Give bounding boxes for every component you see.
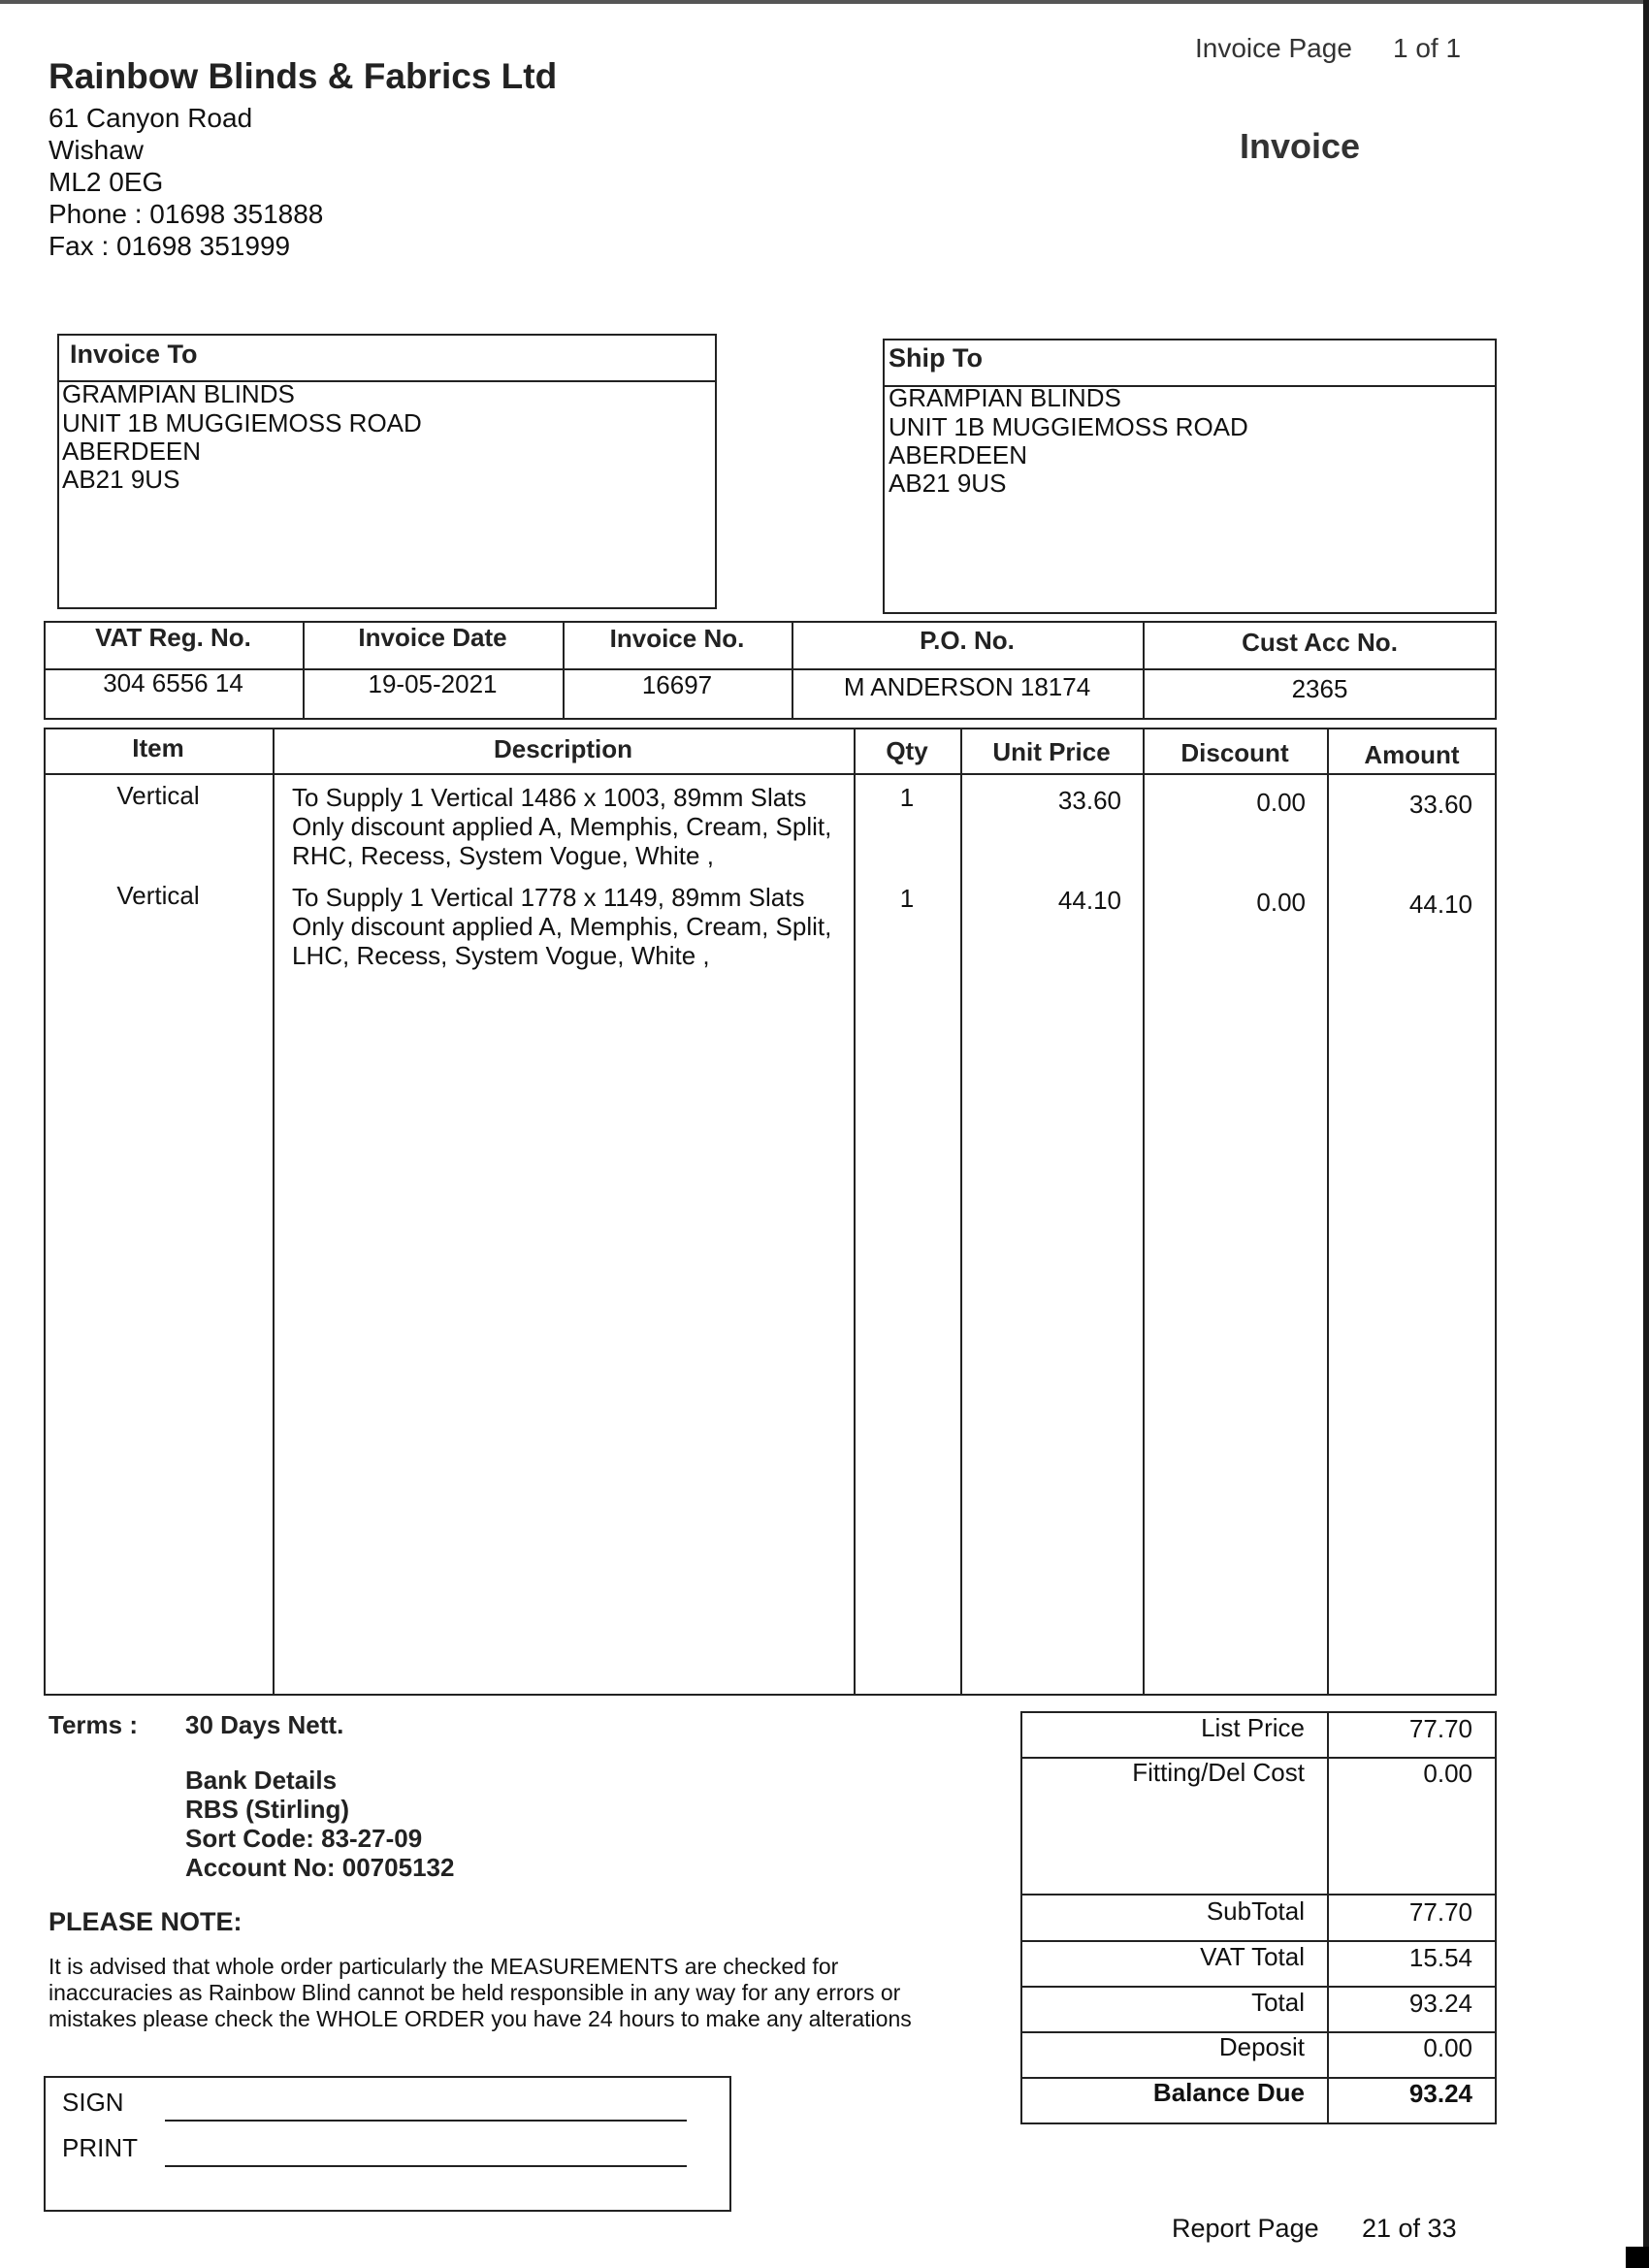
items-header-amount: Amount: [1364, 740, 1460, 769]
list-price-value: 77.70: [1408, 1714, 1472, 1743]
table-row-2-item: Vertical: [116, 881, 200, 910]
description-line: To Supply 1 Vertical 1486 x 1003, 89mm Slats: [292, 783, 807, 812]
items-header-unit-price: Unit Price: [992, 737, 1111, 766]
meta-value-vat: 304 6556 14: [103, 668, 243, 697]
terms-label: Terms :: [48, 1710, 138, 1739]
table-row-1-amount: 33.60: [1408, 790, 1472, 819]
company-name: Rainbow Blinds & Fabrics Ltd: [48, 56, 558, 96]
table-row-1-unit-price: 33.60: [1057, 786, 1121, 815]
meta-header-po: P.O. No.: [920, 626, 1015, 655]
invoice-to-line-4: AB21 9US: [62, 465, 180, 494]
ship-to-line-1: GRAMPIAN BLINDS: [889, 383, 1121, 412]
invoice-to-heading: Invoice To: [70, 340, 198, 369]
signature-box: [44, 2076, 731, 2212]
sign-label: SIGN: [62, 2088, 124, 2117]
company-address-line-1: 61 Canyon Road: [48, 103, 253, 133]
description-line: Only discount applied A, Memphis, Cream, Split,: [292, 912, 832, 941]
items-col-sep: [1143, 728, 1145, 1696]
please-note-heading: PLEASE NOTE:: [48, 1907, 242, 1936]
meta-header-date: Invoice Date: [358, 623, 507, 652]
items-col-sep: [960, 728, 962, 1696]
items-header-description: Description: [493, 734, 633, 763]
sort-code: Sort Code: 83-27-09: [185, 1824, 423, 1853]
total-value: 93.24: [1408, 1989, 1472, 2018]
fitting-cost-value: 0.00: [1423, 1759, 1472, 1788]
meta-header-vat: VAT Reg. No.: [95, 623, 251, 652]
invoice-to-line-3: ABERDEEN: [62, 437, 202, 466]
ship-to-line-3: ABERDEEN: [889, 440, 1028, 470]
table-row-2-discount: 0.00: [1256, 888, 1306, 917]
table-row-1-item: Vertical: [116, 781, 200, 810]
please-note-text: [48, 1954, 980, 2032]
subtotal-value: 77.70: [1408, 1897, 1472, 1927]
company-fax: Fax : 01698 351999: [48, 231, 291, 261]
meta-value-date: 19-05-2021: [368, 669, 498, 698]
company-phone: Phone : 01698 351888: [48, 199, 324, 229]
total-label: Total: [1251, 1988, 1305, 2017]
table-row-1-description: [292, 783, 864, 870]
description-line: LHC, Recess, System Vogue, White ,: [292, 941, 710, 970]
table-row-2-description: [292, 883, 864, 970]
meta-value-invoice-no: 16697: [641, 670, 713, 699]
ship-to-line-2: UNIT 1B MUGGIEMOSS ROAD: [889, 412, 1248, 441]
invoice-page-label: Invoice Page: [1195, 33, 1352, 63]
ship-to-line-4: AB21 9US: [889, 469, 1007, 498]
balance-due-label: Balance Due: [1152, 2078, 1305, 2107]
items-col-sep: [273, 728, 275, 1696]
items-header-divider: [44, 773, 1497, 775]
vat-total-value: 15.54: [1408, 1943, 1472, 1972]
invoice-to-line-2: UNIT 1B MUGGIEMOSS ROAD: [62, 408, 422, 437]
bank-details-heading: Bank Details: [185, 1766, 338, 1795]
note-line: inaccuracies as Rainbow Blind cannot be held responsible in any way for any errors or: [48, 1980, 901, 2005]
description-line: To Supply 1 Vertical 1778 x 1149, 89mm Slats: [292, 883, 805, 912]
note-line: mistakes please check the WHOLE ORDER you have 24 hours to make any alterations: [48, 2006, 912, 2031]
print-line[interactable]: [165, 2165, 687, 2167]
company-address-line-3: ML2 0EG: [48, 167, 164, 197]
description-line: Only discount applied A, Memphis, Cream, Split,: [292, 812, 832, 841]
meta-header-invoice-no: Invoice No.: [609, 624, 745, 653]
bank-name: RBS (Stirling): [185, 1795, 349, 1824]
note-line: It is advised that whole order particularly the MEASUREMENTS are checked for: [48, 1954, 839, 1979]
table-row-1-qty: 1: [899, 783, 915, 812]
items-header-discount: Discount: [1180, 738, 1289, 767]
scan-top-edge: [0, 0, 1649, 4]
items-header-qty: Qty: [886, 736, 928, 765]
document-title: Invoice: [1240, 126, 1361, 166]
table-row-2-unit-price: 44.10: [1057, 886, 1121, 915]
totals-divider: [1020, 1894, 1497, 1895]
scan-right-edge: [1643, 0, 1649, 2268]
invoice-to-line-1: GRAMPIAN BLINDS: [62, 379, 295, 408]
table-row-2-amount: 44.10: [1408, 890, 1472, 919]
scan-corner-mark: [1626, 2247, 1649, 2268]
company-address-line-2: Wishaw: [48, 135, 145, 165]
terms-value: 30 Days Nett.: [185, 1710, 344, 1739]
meta-header-cust-acc: Cust Acc No.: [1242, 628, 1398, 657]
subtotal-label: SubTotal: [1206, 1896, 1305, 1926]
items-header-item: Item: [132, 733, 184, 762]
meta-value-po: M ANDERSON 18174: [843, 672, 1091, 701]
list-price-label: List Price: [1201, 1713, 1305, 1742]
report-page-label: Report Page: [1172, 2214, 1319, 2243]
deposit-label: Deposit: [1218, 2032, 1305, 2061]
description-line: RHC, Recess, System Vogue, White ,: [292, 841, 714, 870]
balance-due-value: 93.24: [1408, 2079, 1472, 2108]
table-row-2-qty: 1: [899, 884, 915, 913]
meta-value-cust-acc: 2365: [1291, 674, 1348, 703]
items-table: [44, 728, 1497, 1696]
table-row-1-discount: 0.00: [1256, 788, 1306, 817]
items-col-sep: [1327, 728, 1329, 1696]
invoice-page-value: 1 of 1: [1393, 33, 1462, 63]
report-page-value: 21 of 33: [1362, 2214, 1457, 2243]
items-col-sep: [854, 728, 856, 1696]
vat-total-label: VAT Total: [1200, 1942, 1305, 1971]
fitting-cost-label: Fitting/Del Cost: [1132, 1758, 1305, 1787]
deposit-value: 0.00: [1423, 2033, 1472, 2062]
sign-line[interactable]: [165, 2120, 687, 2122]
ship-to-heading: Ship To: [889, 343, 983, 373]
print-label: PRINT: [62, 2133, 138, 2162]
account-number: Account No: 00705132: [185, 1853, 455, 1882]
